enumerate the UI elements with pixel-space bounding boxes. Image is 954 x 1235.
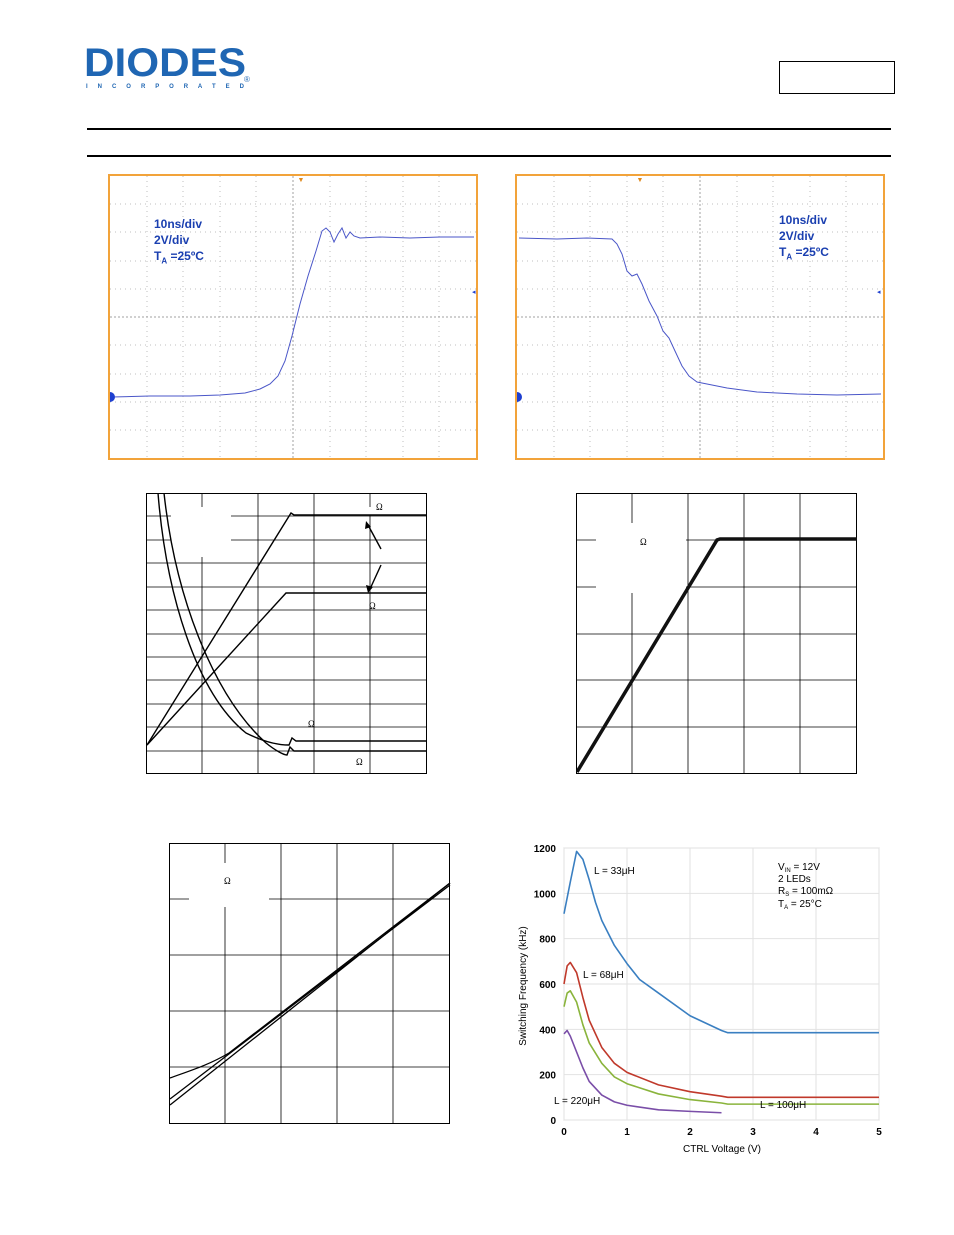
sf-label-220uH: L = 220μH	[554, 1096, 601, 1107]
sf-ytick-label: 800	[539, 934, 556, 946]
omega-label-3: Ω	[308, 719, 315, 729]
sf-annotation-rs: $R_S = 100m\Omega$	[778, 886, 834, 898]
omega-label-4: Ω	[356, 757, 363, 767]
sf-annotation-vin: $V_{IN} = 12V$	[778, 862, 820, 874]
sf-ylabel: Switching Frequency (kHz)	[518, 926, 529, 1046]
scope-rising-labels: 10ns/div 2V/div $T_A$ =25ºC	[154, 217, 204, 266]
sf-xtick-label: 5	[876, 1127, 882, 1138]
scope-rising-marker	[110, 392, 115, 402]
omega-label-6: Ω	[224, 876, 231, 886]
sf-label-100uH: L = 100μH	[760, 1100, 807, 1111]
sf-annotation-ta: $T_A = 25^\circ C$	[778, 899, 822, 911]
sf-xlabel: CTRL Voltage (V)	[683, 1144, 761, 1155]
sf-label-68uH: L = 68μH	[583, 970, 624, 981]
logo-subtext: I N C O R P O R A T E D	[86, 84, 244, 90]
sf-xtick-label: 0	[561, 1127, 567, 1138]
sf-xtick-label: 4	[813, 1127, 819, 1138]
omega-label-5: Ω	[640, 537, 647, 547]
sf-ytick-label: 400	[539, 1025, 556, 1037]
sf-annotation-leds: 2 LEDs	[778, 874, 811, 885]
sf-label-33uH: L = 33μH	[594, 866, 635, 877]
sf-xtick-label: 2	[687, 1127, 693, 1138]
logo-registered: ®	[244, 75, 250, 84]
sf-ytick-label: 1200	[533, 844, 556, 855]
svg-text:◂: ◂	[472, 289, 476, 296]
svg-text:◂: ◂	[877, 289, 881, 296]
omega-label-2: Ω	[369, 601, 376, 611]
svg-text:▼: ▼	[636, 177, 644, 184]
scope-falling-marker	[517, 392, 522, 402]
scope-falling-labels: 10ns/div 2V/div $T_A$ =25ºC	[779, 213, 829, 262]
omega-label-1: Ω	[376, 502, 383, 512]
sf-ytick-label: 600	[539, 980, 556, 991]
sf-xtick-label: 1	[624, 1127, 630, 1138]
header-rule-top	[87, 128, 891, 130]
logo-wordmark: DIODES	[84, 42, 246, 85]
scope-falling-edge	[515, 174, 885, 460]
sf-xtick-label: 3	[750, 1127, 756, 1138]
chart-switching-frequency	[512, 836, 892, 1166]
scope-rising-edge	[108, 174, 478, 460]
sf-ytick-label: 0	[550, 1116, 556, 1127]
sf-ytick-label: 200	[539, 1070, 556, 1082]
diodes-logo	[84, 42, 254, 92]
sf-ytick-label: 1000	[533, 889, 556, 901]
chart-linear-response	[169, 843, 451, 1125]
part-number-box	[779, 61, 895, 94]
chart-output-current-vs-ctrl	[576, 493, 858, 775]
chart-efficiency-curves	[146, 493, 428, 775]
header-rule-bottom	[87, 155, 891, 157]
svg-text:▼: ▼	[297, 177, 305, 184]
